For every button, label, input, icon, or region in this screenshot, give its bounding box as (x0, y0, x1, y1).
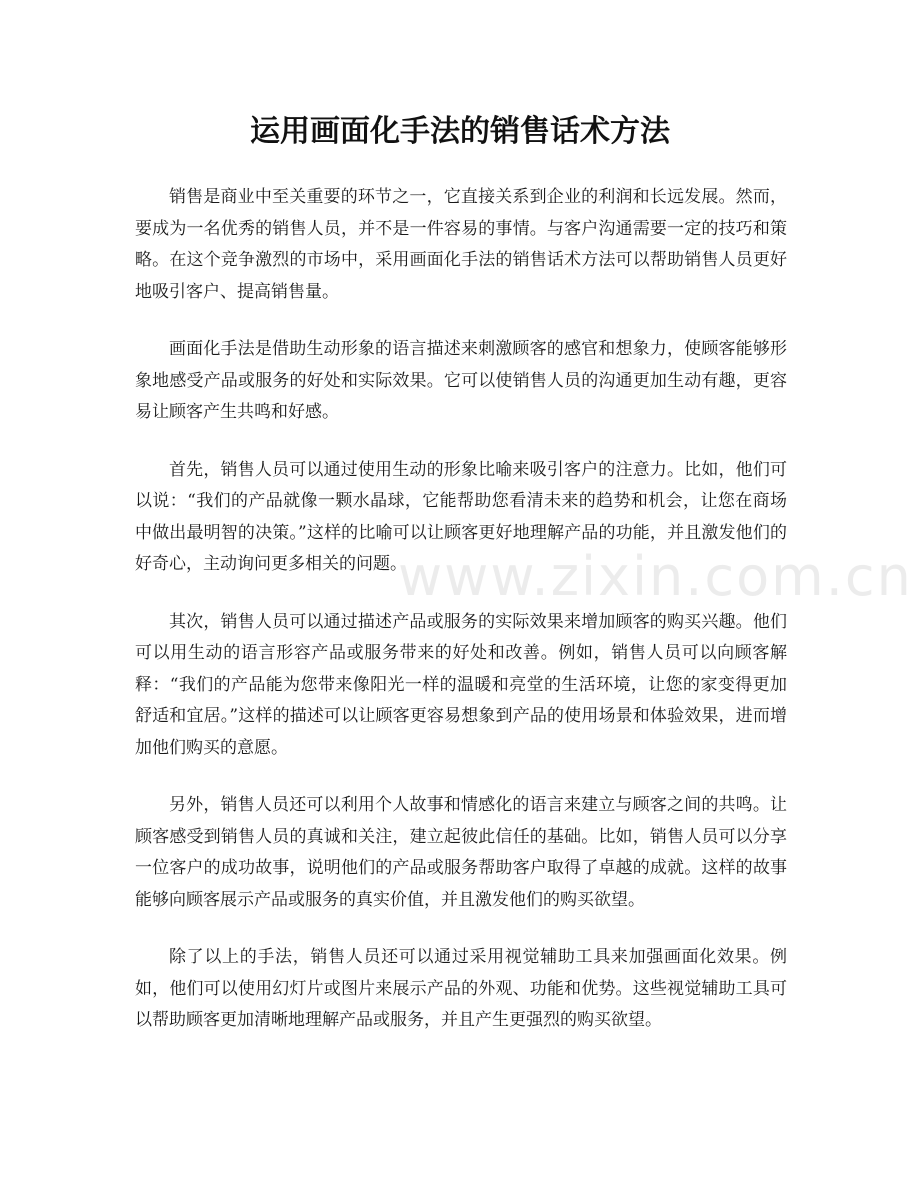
paragraph-stories: 另外，销售人员还可以利用个人故事和情感化的语言来建立与顾客之间的共鸣。让顾客感受到销售人员的真诚和关注，建立起彼此信任的基础。比如，销售人员可以分享一位客户的成功故事，说明他们的产品或服务帮助客户取得了卓越的成就。这样的故事能够向顾客展示产品或服务的真实价值，并且激发他们的购买欲望。 (135, 795, 787, 910)
paragraph-intro: 销售是商业中至关重要的环节之一，它直接关系到企业的利润和长远发展。然而，要成为一名优秀的销售人员，并不是一件容易的事情。与客户沟通需要一定的技巧和策略。在这个竞争激烈的市场中，采用画面化手法的销售话术方法可以帮助销售人员更好地吸引客户、提高销售量。 (135, 187, 787, 302)
document-body (135, 182, 787, 1063)
watermark: www.zixin.com.cn (398, 545, 913, 608)
document-title: 运用画面化手法的销售话术方法 (250, 114, 670, 149)
paragraph-definition: 画面化手法是借助生动形象的语言描述来刺激顾客的感官和想象力，使顾客能够形象地感受产品或服务的好处和实际效果。它可以使销售人员的沟通更加生动有趣，更容易让顾客产生共鸣和好感。 (135, 339, 787, 422)
paragraph-metaphor: 首先，销售人员可以通过使用生动的形象比喻来吸引客户的注意力。比如，他们可以说：“我们的产品就像一颗水晶球，它能帮助您看清未来的趋势和机会，让您在商场中做出最明智的决策。”这样的比喻可以让顾客更好地理解产品的功能，并且激发他们的好奇心，主动询问更多相关的问题。 (135, 459, 787, 574)
paragraph-visual-aids: 除了以上的手法，销售人员还可以通过采用视觉辅助工具来加强画面化效果。例如，他们可以使用幻灯片或图片来展示产品的外观、功能和优势。这些视觉辅助工具可以帮助顾客更加清晰地理解产品或服务，并且产生更强烈的购买欲望。 (135, 947, 787, 1030)
paragraph-effects: 其次，销售人员可以通过描述产品或服务的实际效果来增加顾客的购买兴趣。他们可以用生动的语言形容产品或服务带来的好处和改善。例如，销售人员可以向顾客解释：“我们的产品能为您带来像阳光一样的温暖和亮堂的生活环境，让您的家变得更加舒适和宜居。”这样的描述可以让顾客更容易想象到产品的使用场景和体验效果，进而增加他们购买的意愿。 (135, 611, 787, 758)
